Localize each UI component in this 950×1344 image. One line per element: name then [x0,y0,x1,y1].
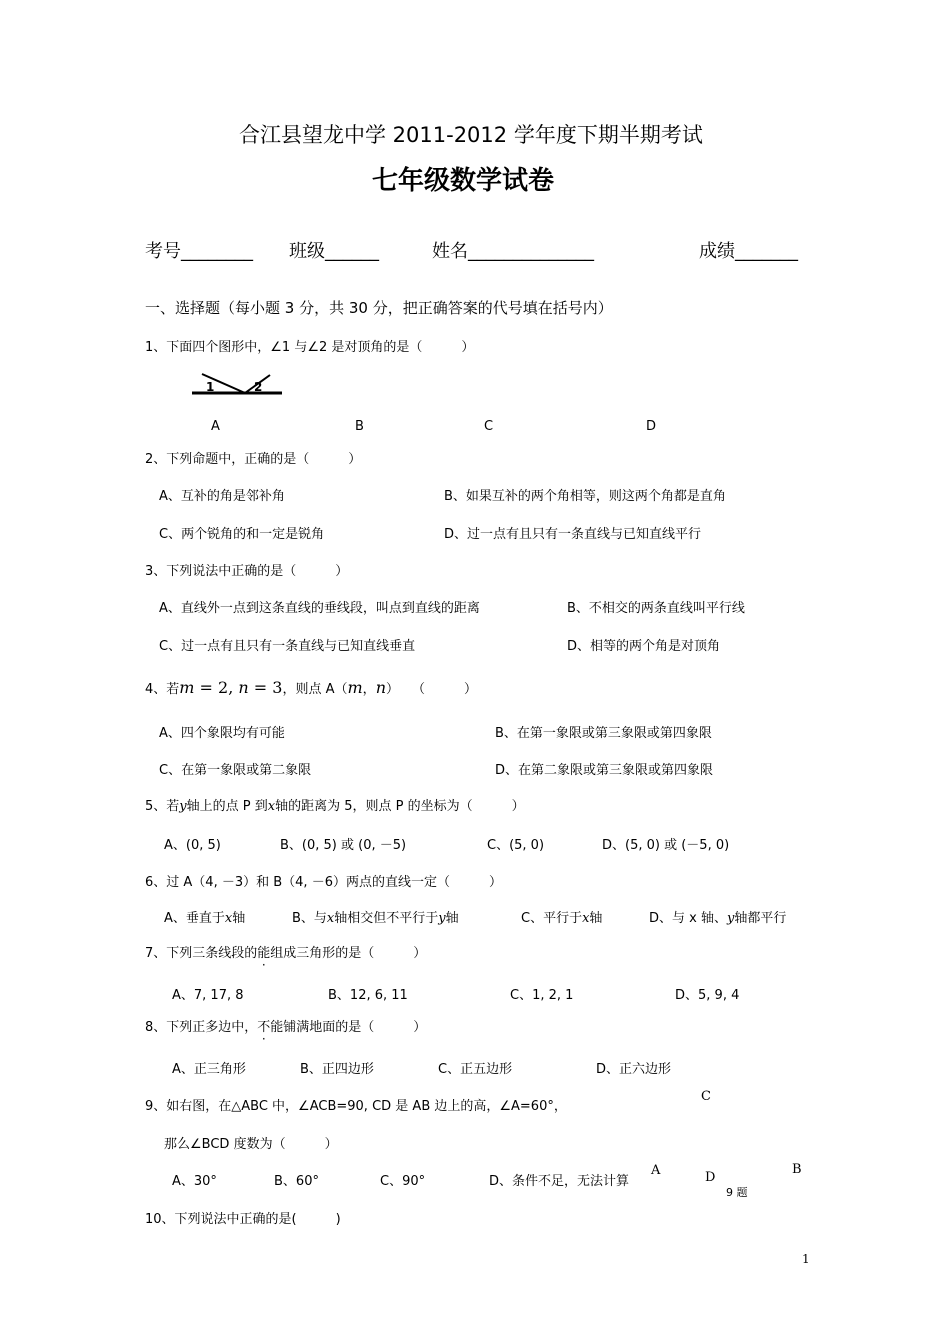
q6-b-part-3: 轴 [445,911,459,926]
question-7-option-b: B、12, 6, 11 [328,988,408,1003]
question-8-stem [145,1020,426,1036]
q5-part-3: 轴的距离为 5，则点 P 的坐标为（ ） [275,799,525,814]
question-3-stem: 3、下列说法中正确的是（ ） [145,564,349,579]
question-8-option-b: B、正四边形 [300,1062,374,1077]
paper-title: 七年级数学试卷 [372,166,555,196]
question-6-option-c [521,911,602,927]
figure-point-d: D [705,1170,716,1185]
angle-2-label: 2 [254,380,263,394]
question-2-option-b: B、如果互补的两个角相等，则这两个角都是直角 [444,489,726,504]
question-1-label-c: C [484,419,494,434]
question-6-option-d [649,911,786,927]
question-10-stem: 10、下列说法中正确的是( ) [145,1212,341,1227]
question-1-stem: 1、下面四个图形中，∠1 与∠2 是对顶角的是（ ） [145,340,475,355]
question-3-option-b: B、不相交的两条直线叫平行线 [567,601,745,616]
q6-a-var-x: x [224,911,233,926]
q6-c-part-2: 轴 [589,911,603,926]
question-8-option-a: A、正三角形 [172,1062,246,1077]
q8-part-2: 能铺满地面的是（ ） [270,1020,427,1035]
q7-part-1: 7、下列三条线段的 [145,946,258,961]
question-4-option-d: D、在第二象限或第三象限或第四象限 [495,763,714,778]
question-9-option-b: B、60° [274,1174,319,1189]
question-9-option-a: A、30° [172,1174,217,1189]
q5-var-x: x [267,799,276,814]
question-3-option-a: A、直线外一点到这条直线的垂线段，叫点到直线的距离 [159,601,480,616]
question-3-option-d: D、相等的两个角是对顶角 [567,639,721,654]
q5-part-1: 5、若 [145,799,180,814]
q6-b-var-x: x [326,911,335,926]
q4-suffix: ） （ ） [386,682,478,697]
angle-1-label: 1 [206,380,215,394]
q6-d-part-1: D、与 x 轴、 [649,911,727,926]
question-8-option-d: D、正六边形 [596,1062,672,1077]
question-9-line-2: 那么∠BCD 度数为（ ） [164,1137,338,1152]
q4-eq-1: = 2, [194,678,239,697]
figure-point-c: C [701,1089,711,1104]
question-9-stem: 9、如右图，在△ABC 中，∠ACB=90, CD 是 AB 边上的高，∠A=60°， [145,1099,567,1114]
question-1-label-a: A [211,419,220,434]
question-1-label-d: D [646,419,657,434]
q6-d-part-2: 轴都平行 [734,911,787,926]
section-heading: 一、选择题（每小题 3 分，共 30 分，把正确答案的代号填在括号内） [145,299,613,317]
figure-point-a: A [651,1163,661,1178]
name-field: 姓名______________ [432,241,594,262]
question-7-option-c: C、1, 2, 1 [510,988,574,1003]
question-2-option-c: C、两个锐角的和一定是锐角 [159,527,325,542]
q4-prefix: 4、若 [145,682,180,697]
q4-var-m: m [179,678,195,697]
q8-emphasis: 不 [257,1020,271,1035]
question-6-option-a [164,911,245,927]
q6-a-part-2: 轴 [232,911,246,926]
question-6-stem: 6、过 A（4, －3）和 B（4, －6）两点的直线一定（ ） [145,875,502,890]
question-2-option-a: A、互补的角是邻补角 [159,489,285,504]
q8-part-1: 8、下列正多边中， [145,1020,258,1035]
question-5-option-c: C、(5, 0) [487,838,545,853]
q5-var-y: y [179,799,187,814]
q6-a-part-1: A、垂直于 [164,911,225,926]
question-2-stem: 2、下列命题中，正确的是（ ） [145,452,362,467]
question-5-stem [145,799,525,815]
q6-b-var-y: y [438,911,446,926]
question-9-option-d: D、条件不足，无法计算 [489,1174,630,1189]
question-1-figure [190,368,290,398]
question-3-option-c: C、过一点有且只有一条直线与已知直线垂直 [159,639,416,654]
question-5-option-b: B、(0, 5) 或 (0, －5) [280,838,407,853]
question-4-stem [145,680,477,698]
question-6-option-b [292,911,459,927]
question-5-option-d: D、(5, 0) 或 (－5, 0) [602,838,730,853]
q6-c-part-1: C、平行于 [521,911,583,926]
q4-eq-2: = 3 [248,678,283,697]
figure-point-b: B [792,1162,802,1177]
q6-c-var-x: x [582,911,590,926]
question-7-option-a: A、7, 17, 8 [172,988,244,1003]
question-7-stem [145,946,426,962]
q7-emphasis: 能 [257,946,271,961]
q4-var-n: n [238,678,249,697]
exam-number-field: 考号________ [145,241,253,262]
question-9-option-c: C、90° [380,1174,426,1189]
q5-part-2: 轴上的点 P 到 [186,799,268,814]
question-2-option-d: D、过一点有且只有一条直线与已知直线平行 [444,527,702,542]
question-4-option-a: A、四个象限均有可能 [159,726,285,741]
question-8-option-c: C、正五边形 [438,1062,513,1077]
q4-mid: ，则点 A（ [282,682,348,697]
exam-title: 合江县望龙中学 2011-2012 学年度下期半期考试 [239,123,703,147]
q4-comma: ， [362,682,376,697]
class-field: 班级______ [289,241,379,262]
question-7-option-d: D、5, 9, 4 [675,988,740,1003]
score-field: 成绩_______ [699,241,798,262]
q4-var-n2: n [375,678,386,697]
q6-b-part-2: 轴相交但不平行于 [334,911,439,926]
q6-d-var-y: y [726,911,735,926]
page-number: 1 [802,1252,810,1266]
q7-part-2: 组成三角形的是（ ） [270,946,427,961]
figure-caption: 9 题 [726,1186,748,1199]
question-5-option-a: A、(0, 5) [164,838,221,853]
question-1-label-b: B [355,419,364,434]
question-4-option-b: B、在第一象限或第三象限或第四象限 [495,726,712,741]
q6-b-part-1: B、与 [292,911,327,926]
q4-var-m2: m [347,678,363,697]
question-4-option-c: C、在第一象限或第二象限 [159,763,312,778]
